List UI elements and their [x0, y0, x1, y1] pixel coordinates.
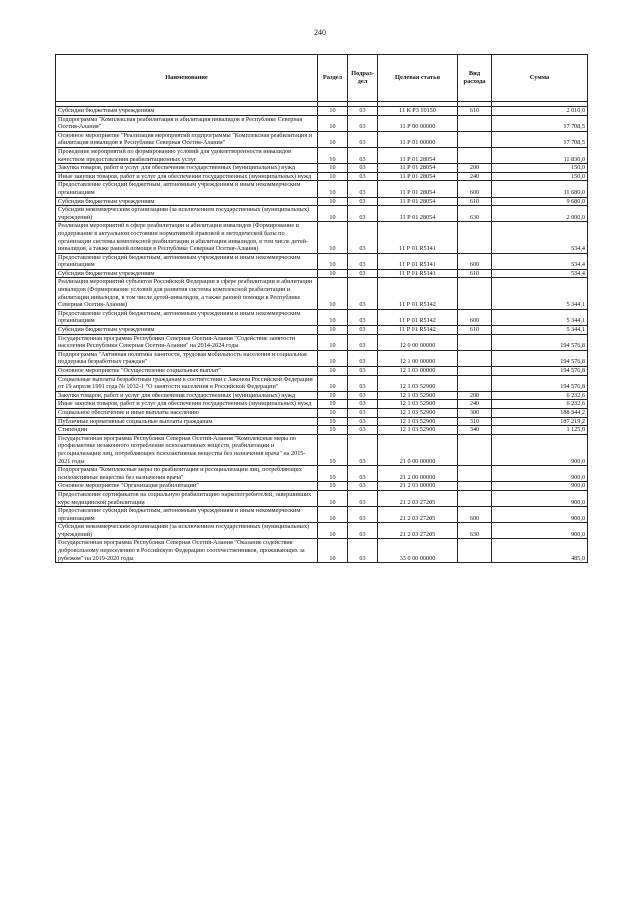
table-row — [56, 197, 588, 206]
cell-sum: 2 000,0 — [492, 206, 588, 222]
cell-expense-type — [458, 434, 492, 465]
table-row — [56, 523, 588, 539]
cell-section: 10 — [318, 523, 348, 539]
cell-section: 10 — [318, 375, 348, 391]
header-subsection: Подраз-дел — [348, 55, 378, 102]
cell-target: 11 Р 01 28054 — [378, 172, 458, 181]
cell-sum: 900,0 — [492, 466, 588, 482]
cell-target: 11 Р 01 R5142 — [378, 278, 458, 309]
cell-name: Социальное обеспечение и иные выплаты населению — [56, 408, 318, 417]
cell-target: 11 Р 01 R5141 — [378, 253, 458, 269]
cell-expense-type: 200 — [458, 391, 492, 400]
cell-name: Иные закупки товаров, работ и услуг для обеспечения государственных (муниципальных) нужд — [56, 400, 318, 409]
cell-sum: 11 680,0 — [492, 181, 588, 197]
cell-sum: 485,0 — [492, 539, 588, 563]
table-row — [56, 400, 588, 409]
cell-name: Реализация мероприятий субъектов Российской Федерации в сфере реабилитации и абилитации инвалидов (Формирование условий для развития системы комплексной реабилитации и абилитации инвалидов, в том числе детей-инвалидов, а также ранней помощи в Республике Северная Осетия-Алания) — [56, 278, 318, 309]
cell-subsection: 03 — [348, 197, 378, 206]
table-row — [56, 181, 588, 197]
table-row — [56, 107, 588, 116]
cell-section: 10 — [318, 482, 348, 491]
cell-name: Субсидии бюджетным учреждениям — [56, 107, 318, 116]
header-section: Раздел — [318, 55, 348, 102]
cell-section: 10 — [318, 181, 348, 197]
header-target: Целевая статья — [378, 55, 458, 102]
table-row — [56, 253, 588, 269]
cell-name: Подпрограмма "Комплексная реабилитация и абилитация инвалидов в Республике Северная Осетия-Алания" — [56, 115, 318, 131]
cell-target: 21 2 03 00000 — [378, 482, 458, 491]
cell-subsection: 03 — [348, 309, 378, 325]
cell-expense-type: 240 — [458, 172, 492, 181]
table-row — [56, 115, 588, 131]
cell-expense-type — [458, 334, 492, 350]
budget-table — [55, 54, 588, 563]
cell-sum: 188 344,2 — [492, 408, 588, 417]
cell-section: 10 — [318, 147, 348, 163]
table-row — [56, 408, 588, 417]
table-body — [56, 107, 588, 563]
cell-expense-type: 630 — [458, 206, 492, 222]
cell-section: 10 — [318, 334, 348, 350]
cell-section: 10 — [318, 309, 348, 325]
cell-section: 10 — [318, 507, 348, 523]
cell-sum: 6 232,6 — [492, 400, 588, 409]
cell-subsection: 03 — [348, 278, 378, 309]
cell-expense-type — [458, 147, 492, 163]
cell-section: 10 — [318, 350, 348, 366]
cell-sum: 187 219,2 — [492, 417, 588, 426]
cell-sum: 17 708,5 — [492, 131, 588, 147]
header-name: Наименование — [56, 55, 318, 102]
cell-subsection: 03 — [348, 222, 378, 253]
cell-section: 10 — [318, 115, 348, 131]
cell-expense-type — [458, 222, 492, 253]
cell-expense-type: 610 — [458, 326, 492, 335]
cell-name: Основное мероприятие "Реализация мероприятий подпрограммы "Комплексная реабилитация и абилитация инвалидов в Республике Северная Осетия-Алания" — [56, 131, 318, 147]
cell-expense-type — [458, 482, 492, 491]
cell-name: Субсидии некоммерческим организациям (за исключением государственных (муниципальных) учреждений) — [56, 206, 318, 222]
cell-name: Субсидии бюджетным учреждениям — [56, 197, 318, 206]
table-row — [56, 482, 588, 491]
table-row — [56, 147, 588, 163]
cell-expense-type: 630 — [458, 523, 492, 539]
cell-name: Предоставление субсидий бюджетным, автономным учреждениям и иным некоммерческим организациям — [56, 507, 318, 523]
cell-name: Основное мероприятие "Организация реабилитации" — [56, 482, 318, 491]
table-row — [56, 539, 588, 563]
cell-target: 12 1 03 52900 — [378, 391, 458, 400]
cell-sum: 5 344,1 — [492, 278, 588, 309]
cell-section: 10 — [318, 278, 348, 309]
cell-subsection: 03 — [348, 490, 378, 506]
cell-target: 21 2 03 27205 — [378, 507, 458, 523]
cell-section: 10 — [318, 490, 348, 506]
cell-target: 21 0 00 00000 — [378, 434, 458, 465]
cell-subsection: 03 — [348, 434, 378, 465]
cell-section: 10 — [318, 326, 348, 335]
cell-target: 21 2 00 00000 — [378, 466, 458, 482]
cell-subsection: 03 — [348, 482, 378, 491]
cell-target: 11 Р 01 28054 — [378, 147, 458, 163]
cell-sum: 194 576,8 — [492, 350, 588, 366]
cell-subsection: 03 — [348, 507, 378, 523]
cell-section: 10 — [318, 206, 348, 222]
cell-section: 10 — [318, 131, 348, 147]
cell-sum: 2 010,0 — [492, 107, 588, 116]
table-row — [56, 426, 588, 435]
cell-subsection: 03 — [348, 107, 378, 116]
header-expense-type: Вид расхода — [458, 55, 492, 102]
cell-expense-type — [458, 115, 492, 131]
cell-sum: 900,0 — [492, 523, 588, 539]
cell-name: Субсидии некоммерческим организациям (за исключением государственных (муниципальных) учреждений) — [56, 523, 318, 539]
cell-subsection: 03 — [348, 350, 378, 366]
cell-name: Субсидии бюджетным учреждениям — [56, 269, 318, 278]
table-row — [56, 269, 588, 278]
cell-target: 11 Р 01 28054 — [378, 181, 458, 197]
table-row — [56, 222, 588, 253]
cell-target: 11 Р 01 R5142 — [378, 309, 458, 325]
page-number: 240 — [314, 28, 326, 37]
cell-name: Подпрограмма "Активная политика занятости, трудовая мобильность населения и социальная поддержка безработных граждан" — [56, 350, 318, 366]
cell-subsection: 03 — [348, 115, 378, 131]
cell-sum: 5 344,1 — [492, 326, 588, 335]
cell-subsection: 03 — [348, 523, 378, 539]
cell-sum: 194 576,8 — [492, 334, 588, 350]
cell-target: 12 1 03 52900 — [378, 426, 458, 435]
cell-subsection: 03 — [348, 326, 378, 335]
cell-sum: 17 708,5 — [492, 115, 588, 131]
cell-expense-type — [458, 367, 492, 376]
table-row — [56, 417, 588, 426]
cell-subsection: 03 — [348, 408, 378, 417]
cell-section: 10 — [318, 253, 348, 269]
cell-section: 10 — [318, 466, 348, 482]
cell-expense-type — [458, 490, 492, 506]
cell-sum: 900,0 — [492, 507, 588, 523]
cell-expense-type: 610 — [458, 269, 492, 278]
cell-target: 11 Р 00 00000 — [378, 115, 458, 131]
cell-target: 21 2 03 27205 — [378, 490, 458, 506]
cell-sum: 900,0 — [492, 434, 588, 465]
cell-subsection: 03 — [348, 147, 378, 163]
table-row — [56, 326, 588, 335]
cell-expense-type: 300 — [458, 408, 492, 417]
table-row — [56, 206, 588, 222]
cell-section: 10 — [318, 426, 348, 435]
cell-section: 10 — [318, 434, 348, 465]
cell-subsection: 03 — [348, 269, 378, 278]
cell-name: Социальные выплаты безработным гражданам в соответствии с Законом Российской Федерации от 19 апреля 1991 года № 1032-1 "О занятости населения в Российской Федерации" — [56, 375, 318, 391]
cell-name: Подпрограмма "Комплексные меры по реабилитации и ресоциализации лиц, потребляющих психоактивные вещества без назначения врача" — [56, 466, 318, 482]
cell-subsection: 03 — [348, 466, 378, 482]
cell-name: Проведение мероприятий по формированию условий для удовлетворенности инвалидов качеством предоставления реабилитационных услуг — [56, 147, 318, 163]
cell-subsection: 03 — [348, 172, 378, 181]
cell-name: Предоставление субсидий бюджетным, автономным учреждениям и иным некоммерческим организациям — [56, 253, 318, 269]
table-row — [56, 309, 588, 325]
cell-target: 12 1 03 52900 — [378, 408, 458, 417]
cell-subsection: 03 — [348, 334, 378, 350]
cell-name: Государственная программа Республики Северная Осетия-Алания "Комплексные меры по профилактике незаконного потребления психоактивных веществ, реабилитации и ресоциализации лиц, потребляющих психоактивные вещества без назначения врача" на 2015-2021 годы — [56, 434, 318, 465]
cell-section: 10 — [318, 172, 348, 181]
cell-target: 11 Р 01 28054 — [378, 206, 458, 222]
cell-name: Закупка товаров, работ и услуг для обеспечения государственных (муниципальных) нужд — [56, 391, 318, 400]
cell-expense-type: 610 — [458, 107, 492, 116]
table-row — [56, 466, 588, 482]
cell-subsection: 03 — [348, 367, 378, 376]
cell-name: Предоставление сертификатов на социальную реабилитацию наркопотребителей, завершивших курс медицинской реабилитации — [56, 490, 318, 506]
cell-expense-type: 600 — [458, 253, 492, 269]
cell-section: 10 — [318, 367, 348, 376]
cell-expense-type — [458, 539, 492, 563]
cell-sum: 194 576,8 — [492, 375, 588, 391]
table-row — [56, 375, 588, 391]
cell-section: 10 — [318, 222, 348, 253]
cell-expense-type — [458, 131, 492, 147]
cell-target: 12 0 00 00000 — [378, 334, 458, 350]
cell-subsection: 03 — [348, 426, 378, 435]
cell-sum: 9 680,0 — [492, 197, 588, 206]
table-row — [56, 172, 588, 181]
cell-target: 12 1 03 52900 — [378, 375, 458, 391]
cell-sum: 534,4 — [492, 269, 588, 278]
cell-target: 11 Р 01 28054 — [378, 164, 458, 173]
cell-name: Реализация мероприятий в сфере реабилитации и абилитации инвалидов (Формирование и поддержание в актуальном состоянии нормативной правовой и методической базы по организации системы комплексной реабилитации и абилитации инвалидов, в том числе детей-инвалидов, а также ранней помощи в Республике Северная Осетия-Алания) — [56, 222, 318, 253]
cell-expense-type: 600 — [458, 507, 492, 523]
cell-expense-type: 610 — [458, 197, 492, 206]
cell-expense-type — [458, 350, 492, 366]
cell-name: Предоставление субсидий бюджетным, автономным учреждениям и иным некоммерческим организациям — [56, 309, 318, 325]
cell-sum: 534,4 — [492, 253, 588, 269]
table-row — [56, 278, 588, 309]
header-sum: Сумма — [492, 55, 588, 102]
cell-section: 10 — [318, 391, 348, 400]
cell-name: Субсидии бюджетным учреждениям — [56, 326, 318, 335]
cell-target: 12 1 00 00000 — [378, 350, 458, 366]
cell-name: Стипендии — [56, 426, 318, 435]
table-row — [56, 164, 588, 173]
cell-sum: 6 232,6 — [492, 391, 588, 400]
table-header-row — [56, 55, 588, 102]
table-row — [56, 367, 588, 376]
cell-sum: 5 344,1 — [492, 309, 588, 325]
cell-name: Государственная программа Республики Северная Осетия-Алания "Содействие занятости населения Республики Северная Осетия-Алания" на 2014-2024 годы — [56, 334, 318, 350]
cell-subsection: 03 — [348, 417, 378, 426]
cell-target: 33 0 00 00000 — [378, 539, 458, 563]
cell-expense-type: 600 — [458, 309, 492, 325]
cell-name: Иные закупки товаров, работ и услуг для обеспечения государственных (муниципальных) нужд — [56, 172, 318, 181]
cell-expense-type: 340 — [458, 426, 492, 435]
cell-expense-type — [458, 375, 492, 391]
cell-subsection: 03 — [348, 181, 378, 197]
cell-expense-type: 310 — [458, 417, 492, 426]
cell-subsection: 03 — [348, 131, 378, 147]
table-row — [56, 490, 588, 506]
cell-target: 12 1 03 52900 — [378, 417, 458, 426]
cell-target: 11 Р 01 00000 — [378, 131, 458, 147]
cell-subsection: 03 — [348, 400, 378, 409]
cell-expense-type: 600 — [458, 181, 492, 197]
table-row — [56, 434, 588, 465]
cell-subsection: 03 — [348, 539, 378, 563]
table-row — [56, 131, 588, 147]
cell-section: 10 — [318, 107, 348, 116]
cell-subsection: 03 — [348, 391, 378, 400]
cell-section: 10 — [318, 539, 348, 563]
cell-subsection: 03 — [348, 164, 378, 173]
cell-name: Государственная программа Республики Северная Осетия-Алания "Оказание содействия добровольному переселению в Российскую Федерацию соотечественников, проживающих за рубежом" на 2019-2020 годы — [56, 539, 318, 563]
cell-target: 12 1 03 52900 — [378, 400, 458, 409]
cell-subsection: 03 — [348, 206, 378, 222]
cell-expense-type: 200 — [458, 164, 492, 173]
cell-section: 10 — [318, 400, 348, 409]
cell-name: Публичные нормативные социальные выплаты гражданам — [56, 417, 318, 426]
cell-target: 11 Р 01 R5141 — [378, 269, 458, 278]
cell-sum: 11 830,0 — [492, 147, 588, 163]
cell-name: Закупка товаров, работ и услуг для обеспечения государственных (муниципальных) нужд — [56, 164, 318, 173]
cell-target: 11 Р 01 R5142 — [378, 326, 458, 335]
cell-name: Предоставление субсидий бюджетным, автономным учреждениям и иным некоммерческим организациям — [56, 181, 318, 197]
cell-sum: 150,0 — [492, 172, 588, 181]
cell-subsection: 03 — [348, 375, 378, 391]
cell-section: 10 — [318, 408, 348, 417]
cell-name: Основное мероприятие "Осуществление социальных выплат" — [56, 367, 318, 376]
cell-section: 10 — [318, 197, 348, 206]
cell-sum: 194 576,8 — [492, 367, 588, 376]
cell-sum: 150,0 — [492, 164, 588, 173]
cell-target: 11 К Р3 10150 — [378, 107, 458, 116]
table-row — [56, 350, 588, 366]
cell-expense-type: 240 — [458, 400, 492, 409]
cell-expense-type — [458, 466, 492, 482]
cell-target: 11 Р 01 28054 — [378, 197, 458, 206]
cell-subsection: 03 — [348, 253, 378, 269]
table-row — [56, 391, 588, 400]
cell-target: 11 Р 01 R5141 — [378, 222, 458, 253]
cell-sum: 534,4 — [492, 222, 588, 253]
cell-target: 12 1 03 00000 — [378, 367, 458, 376]
cell-sum: 900,0 — [492, 482, 588, 491]
cell-target: 21 2 03 27205 — [378, 523, 458, 539]
cell-expense-type — [458, 278, 492, 309]
table-row — [56, 507, 588, 523]
cell-sum: 1 125,0 — [492, 426, 588, 435]
cell-section: 10 — [318, 164, 348, 173]
cell-section: 10 — [318, 269, 348, 278]
cell-section: 10 — [318, 417, 348, 426]
cell-sum: 900,0 — [492, 490, 588, 506]
table-row — [56, 334, 588, 350]
